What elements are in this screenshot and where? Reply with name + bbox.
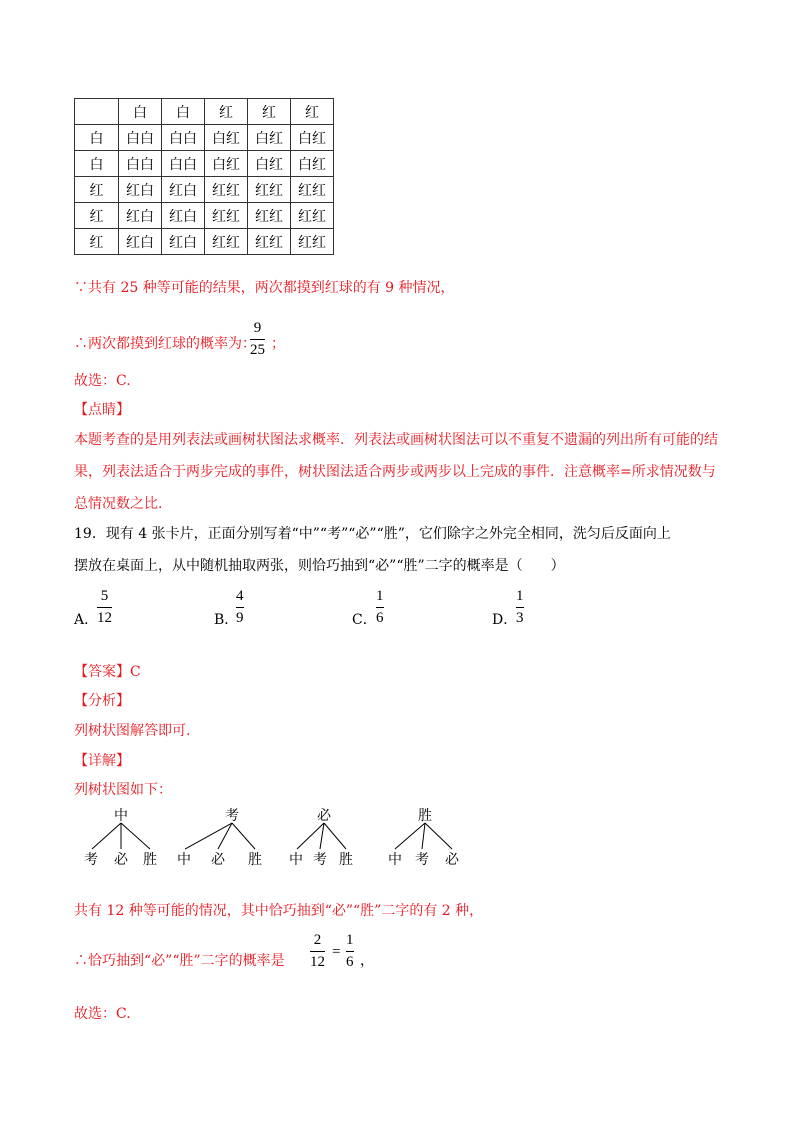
q19-result-fraction-a <box>310 932 325 971</box>
table-cell: 白红 <box>248 125 291 151</box>
q19-result-line-1: 共有 12 种等可能的情况，其中恰巧抽到“必”“胜”二字的有 2 种， <box>74 903 484 919</box>
option-a-label: A． <box>74 612 99 628</box>
table-cell: 白 <box>162 99 205 125</box>
q19-stem-line-2: 摆放在桌面上，从中随机抽取两张，则恰巧抽到“必”“胜”二字的概率是（ ） <box>74 558 565 574</box>
table-cell: 红 <box>75 203 119 229</box>
table-cell: 红白 <box>162 229 205 255</box>
table-cell: 白白 <box>119 125 162 151</box>
table-cell: 白红 <box>205 125 248 151</box>
table-cell: 红白 <box>119 229 162 255</box>
q19-answer: 【答案】C <box>74 664 141 680</box>
table-cell: 红 <box>75 177 119 203</box>
q19-analysis-label: 【分析】 <box>74 693 130 709</box>
equals-sign: = <box>332 944 341 960</box>
option-d-label: D． <box>492 612 518 628</box>
table-cell: 白白 <box>119 151 162 177</box>
tree-leaf: 胜 <box>248 852 262 868</box>
tree-leaf: 必 <box>114 852 128 868</box>
q18-dianjing-text-1: 本题考查的是用列表法或画树状图法求概率．列表法或画树状图法可以不重复不遗漏的列出所有可能的结 <box>74 432 718 448</box>
tree-leaf: 胜 <box>143 852 157 868</box>
q18-dianjing-label: 【点睛】 <box>74 402 130 418</box>
q19-result-fraction-b <box>346 932 354 971</box>
q19-detail-label: 【详解】 <box>74 753 130 769</box>
q18-dianjing-text-3: 总情况数之比. <box>74 496 163 512</box>
table-cell: 红红 <box>205 203 248 229</box>
tree-leaf: 中 <box>177 852 191 868</box>
q19-result-prefix: ∴恰巧抽到“必”“胜”二字的概率是 <box>74 953 285 969</box>
q18-probability-prefix: ∴两次都摸到红球的概率为： <box>74 336 256 352</box>
fraction-denominator: 12 <box>97 610 112 626</box>
fraction-numerator: 9 <box>253 320 262 336</box>
tree-leaf: 必 <box>445 852 459 868</box>
q18-total-outcomes: ∵共有 25 种等可能的结果，两次都摸到红球的有 9 种情况， <box>74 280 455 296</box>
fraction-numerator: 1 <box>516 588 524 604</box>
tree-leaf: 考 <box>84 852 98 868</box>
table-cell: 白白 <box>162 151 205 177</box>
q19-stem-line-1: 19．现有 4 张卡片，正面分别写着“中”“考”“必”“胜”，它们除字之外完全相同，洗匀后反面向上 <box>74 526 671 542</box>
fraction-denominator: 9 <box>236 610 244 626</box>
table-cell: 白 <box>119 99 162 125</box>
fraction-denominator: 6 <box>346 954 354 970</box>
tree-leaf: 中 <box>388 852 402 868</box>
table-cell: 红红 <box>248 229 291 255</box>
fraction-numerator: 4 <box>236 588 244 604</box>
tree-leaf: 必 <box>211 852 225 868</box>
fraction-bar <box>346 951 354 952</box>
q19-detail-text: 列树状图如下： <box>74 782 172 798</box>
fraction-numerator: 5 <box>100 588 109 604</box>
fraction-numerator: 1 <box>376 588 384 604</box>
table-cell: 红 <box>205 99 248 125</box>
q18-probability-suffix: ； <box>271 336 285 352</box>
tree-root: 必 <box>317 808 331 824</box>
tree-leaf: 考 <box>415 852 429 868</box>
fraction-bar <box>310 951 325 952</box>
table-cell: 白白 <box>162 125 205 151</box>
table-cell: 红红 <box>291 203 334 229</box>
table-cell: 红红 <box>248 177 291 203</box>
table-cell: 红 <box>291 99 334 125</box>
table-cell: 白红 <box>248 151 291 177</box>
q18-dianjing-text-2: 果，列表法适合于两步完成的事件，树状图法适合两步或两步以上完成的事件．注意概率=所求情况数与 <box>74 464 716 480</box>
tree-root: 中 <box>114 808 128 824</box>
fraction-denominator: 25 <box>250 342 265 358</box>
tree-root: 胜 <box>418 808 432 824</box>
table-cell: 红 <box>248 99 291 125</box>
table-cell: 红红 <box>205 177 248 203</box>
option-b-label: B． <box>214 612 239 628</box>
table-cell: 红白 <box>119 203 162 229</box>
tree-leaf: 中 <box>289 852 303 868</box>
table-cell: 红红 <box>248 203 291 229</box>
table-cell: 红红 <box>205 229 248 255</box>
table-cell: 白 <box>75 151 119 177</box>
tree-leaf: 胜 <box>339 852 353 868</box>
table-cell: 白 <box>75 125 119 151</box>
table-cell: 红红 <box>291 177 334 203</box>
fraction-denominator: 12 <box>310 954 325 970</box>
table-cell: 红 <box>75 229 119 255</box>
tree-leaf: 考 <box>313 852 327 868</box>
table-cell: 红白 <box>162 177 205 203</box>
fraction-denominator: 6 <box>376 610 384 626</box>
table-cell: 白红 <box>205 151 248 177</box>
q19-result-suffix: ， <box>360 953 374 969</box>
fraction-denominator: 3 <box>516 610 524 626</box>
q19-choice: 故选：C. <box>74 1006 131 1022</box>
option-c-label: C． <box>352 612 377 628</box>
table-cell: 白红 <box>291 125 334 151</box>
fraction-numerator: 2 <box>313 932 322 948</box>
q18-choice: 故选：C. <box>74 373 131 389</box>
table-cell: 红白 <box>119 177 162 203</box>
table-cell: 红白 <box>162 203 205 229</box>
fraction-numerator: 1 <box>346 932 354 948</box>
tree-root: 考 <box>225 808 239 824</box>
table-cell: 白红 <box>291 151 334 177</box>
q19-analysis-text: 列树状图解答即可. <box>74 723 191 739</box>
table-cell: 红红 <box>291 229 334 255</box>
